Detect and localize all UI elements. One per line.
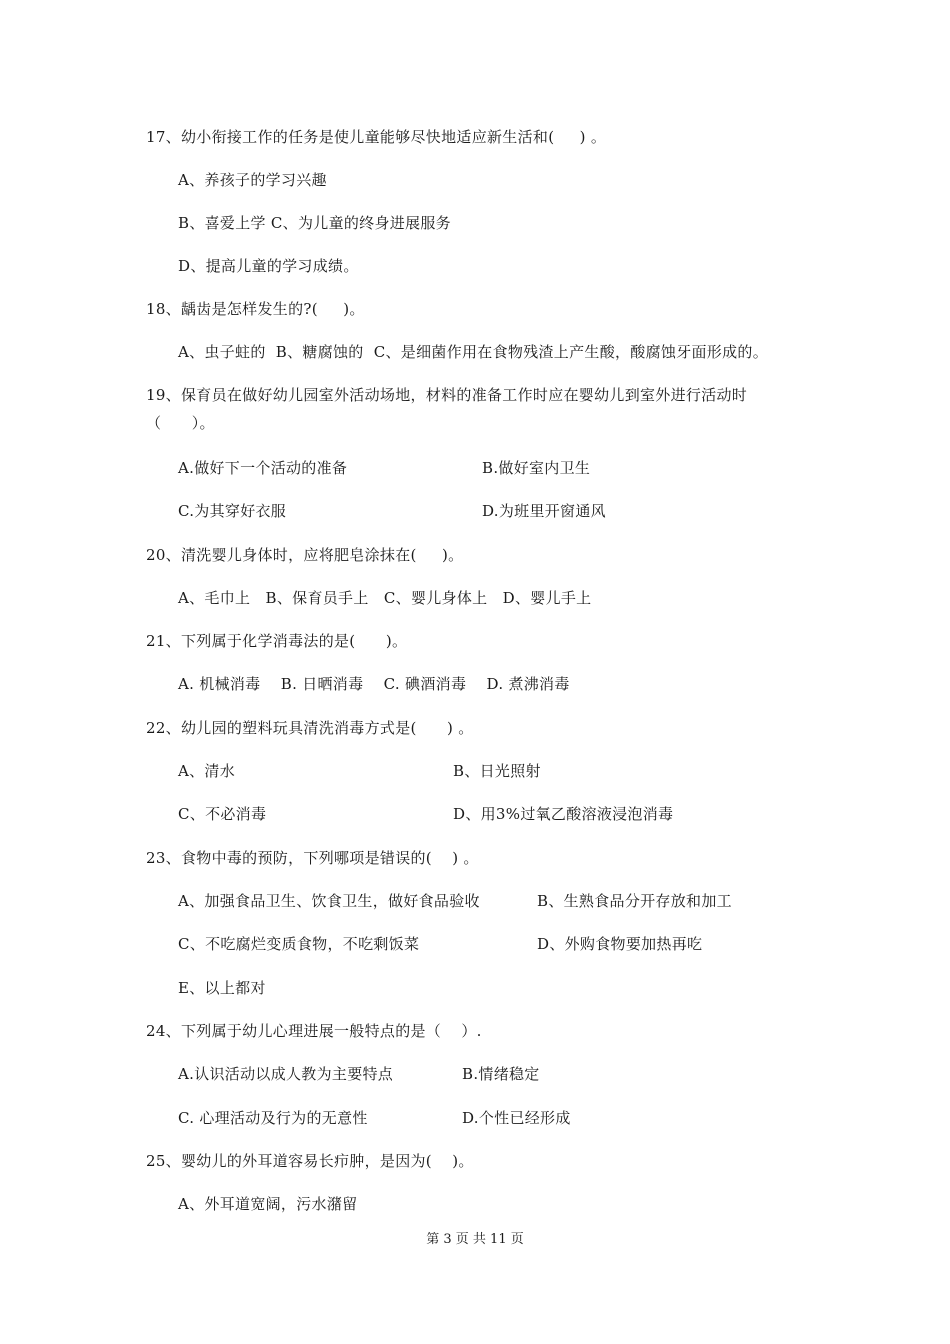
option-17-d: D、提高儿童的学习成绩。 (178, 257, 359, 275)
option-18-abc: A、虫子蛀的 B、糖腐蚀的 C、是细菌作用在食物残渣上产生酸，酸腐蚀牙面形成的。 (178, 343, 769, 361)
option-22-c: C、不必消毒 (178, 805, 267, 823)
option-23-b: B、生熟食品分开存放和加工 (537, 892, 732, 910)
option-23-d: D、外购食物要加热再吃 (537, 935, 703, 953)
option-24-a: A.认识活动以成人教为主要特点 (178, 1065, 394, 1083)
page-number: 第 3 页 共 11 页 (426, 1232, 524, 1247)
option-25-a: A、外耳道宽阔，污水潴留 (178, 1195, 358, 1213)
option-19-c: C.为其穿好衣服 (178, 502, 287, 520)
question-22: 22、幼儿园的塑料玩具清洗消毒方式是( ) 。 (146, 719, 474, 737)
question-20: 20、清洗婴儿身体时，应将肥皂涂抹在( )。 (146, 546, 464, 564)
option-22-b: B、日光照射 (453, 762, 541, 780)
option-23-a: A、加强食品卫生、饮食卫生，做好食品验收 (178, 892, 480, 910)
option-19-a: A.做好下一个活动的准备 (178, 459, 348, 477)
question-17: 17、幼小衔接工作的任务是使儿童能够尽快地适应新生活和( ) 。 (146, 128, 607, 146)
option-22-d: D、用3%过氧乙酸溶液浸泡消毒 (453, 805, 674, 823)
option-24-b: B.情绪稳定 (462, 1065, 540, 1083)
option-19-b: B.做好室内卫生 (482, 459, 591, 477)
option-22-a: A、清水 (178, 762, 236, 780)
option-17-bc: B、喜爱上学 C、为儿童的终身进展服务 (178, 214, 451, 232)
question-19: 19、保育员在做好幼儿园室外活动场地，材料的准备工作时应在婴幼儿到室外进行活动时 (146, 386, 748, 404)
option-21-abcd: A. 机械消毒 B. 日晒消毒 C. 碘酒消毒 D. 煮沸消毒 (178, 675, 570, 693)
question-24: 24、下列属于幼儿心理进展一般特点的是（ ）. (146, 1022, 482, 1040)
option-19-d: D.为班里开窗通风 (482, 502, 606, 520)
option-23-e: E、以上都对 (178, 979, 266, 997)
option-17-a: A、养孩子的学习兴趣 (178, 171, 327, 189)
option-24-d: D.个性已经形成 (462, 1109, 571, 1127)
option-24-c: C. 心理活动及行为的无意性 (178, 1109, 368, 1127)
question-23: 23、食物中毒的预防，下列哪项是错误的( ) 。 (146, 849, 479, 867)
question-25: 25、婴幼儿的外耳道容易长疖肿，是因为( )。 (146, 1152, 474, 1170)
question-21: 21、下列属于化学消毒法的是( )。 (146, 632, 408, 650)
question-19-blank: （ ）。 (146, 414, 215, 432)
question-18: 18、龋齿是怎样发生的?( )。 (146, 300, 365, 318)
option-20-abcd: A、毛巾上 B、保育员手上 C、婴儿身体上 D、婴儿手上 (178, 589, 592, 607)
option-23-c: C、不吃腐烂变质食物，不吃剩饭菜 (178, 935, 420, 953)
